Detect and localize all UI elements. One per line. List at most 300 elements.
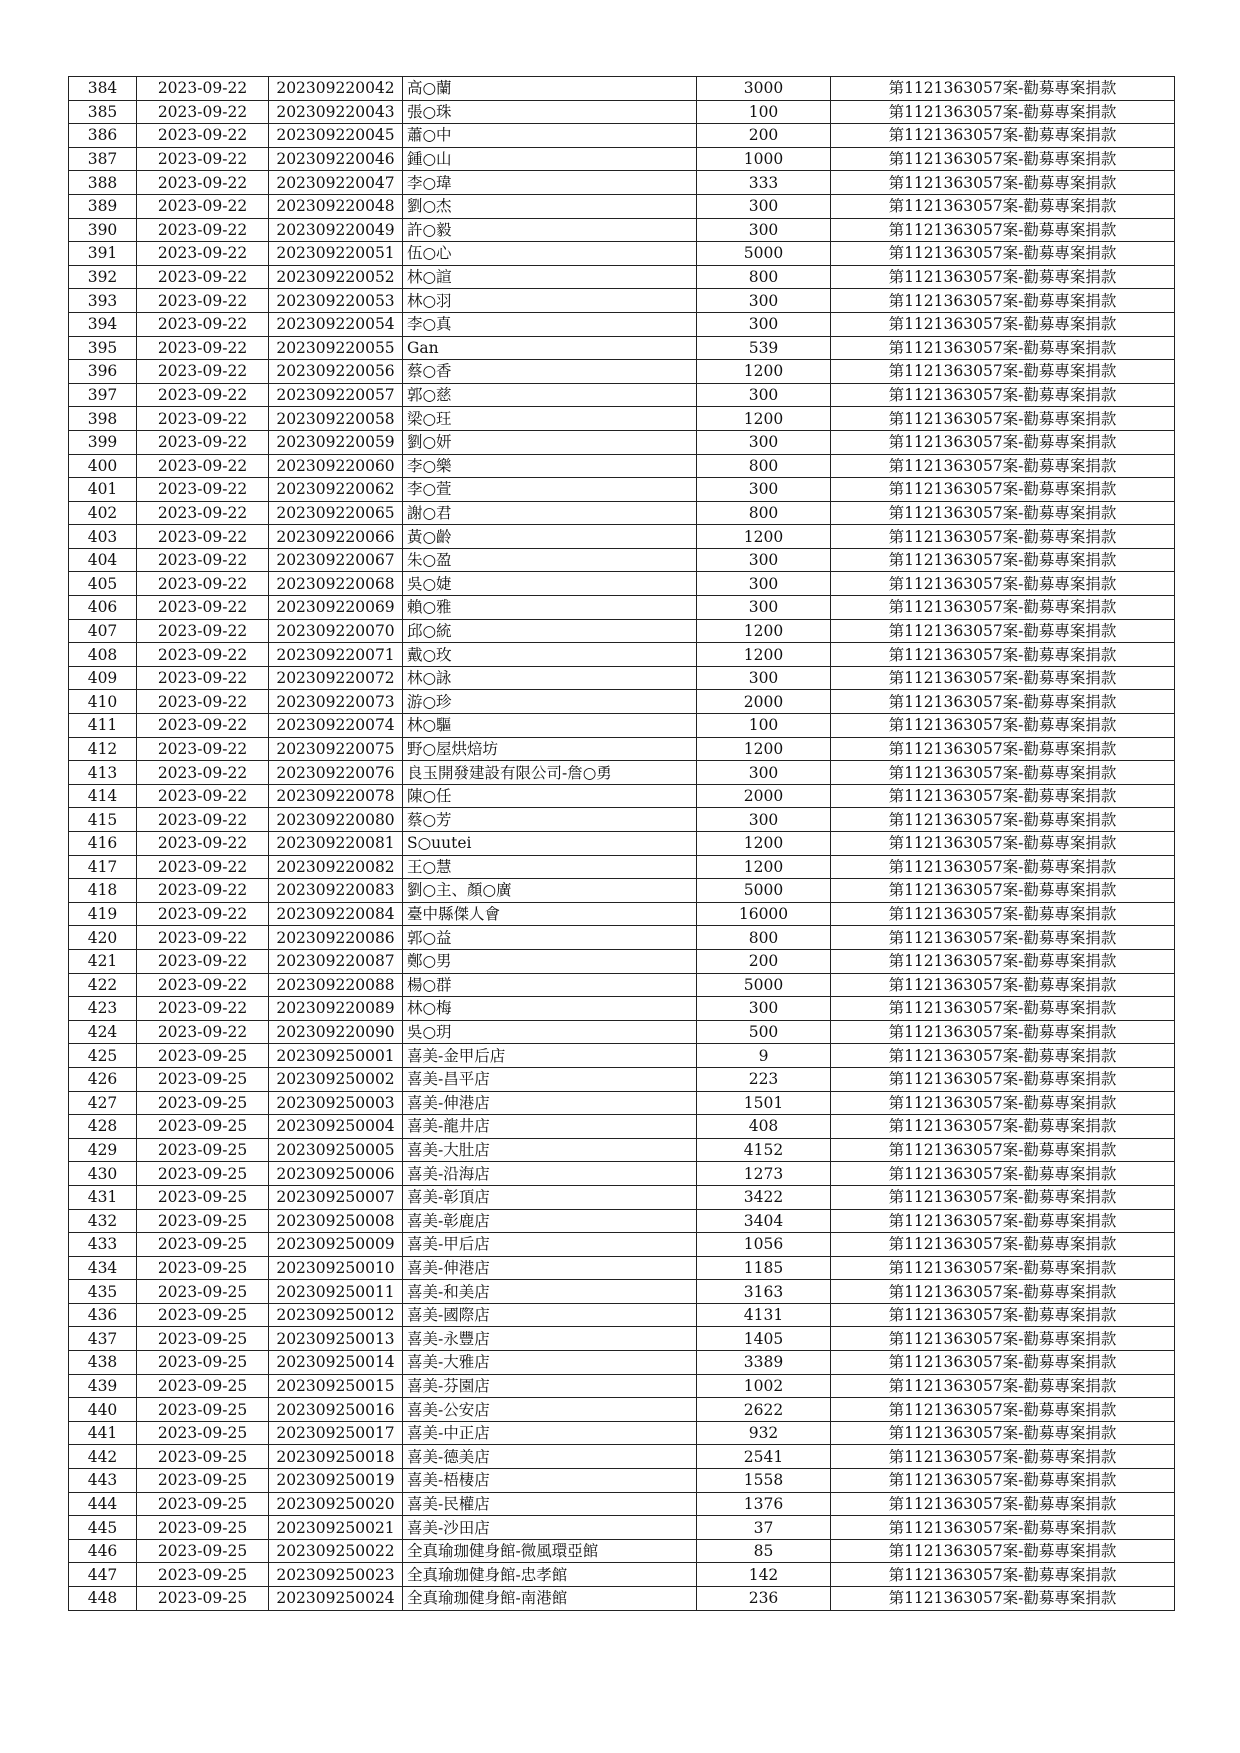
donation-date: 2023-09-22 <box>137 242 269 266</box>
receipt-number: 202309250018 <box>269 1445 403 1469</box>
table-row <box>69 879 1175 903</box>
donation-purpose: 第1121363057案-勸募專案捐款 <box>831 784 1175 808</box>
donor-name: 劉○主、顏○廣 <box>403 879 697 903</box>
receipt-number: 202309220070 <box>269 619 403 643</box>
receipt-number: 202309250001 <box>269 1044 403 1068</box>
donation-amount: 1200 <box>697 360 831 384</box>
receipt-number: 202309220060 <box>269 454 403 478</box>
row-number: 405 <box>69 572 137 596</box>
donor-name: 邱○統 <box>403 619 697 643</box>
donation-purpose: 第1121363057案-勸募專案捐款 <box>831 77 1175 101</box>
table-row <box>69 1421 1175 1445</box>
table-row <box>69 643 1175 667</box>
donation-amount: 800 <box>697 926 831 950</box>
donation-date: 2023-09-25 <box>137 1138 269 1162</box>
donation-date: 2023-09-22 <box>137 430 269 454</box>
row-number: 427 <box>69 1091 137 1115</box>
donation-purpose: 第1121363057案-勸募專案捐款 <box>831 643 1175 667</box>
donation-date: 2023-09-25 <box>137 1256 269 1280</box>
table-row <box>69 973 1175 997</box>
donation-purpose: 第1121363057案-勸募專案捐款 <box>831 1020 1175 1044</box>
donor-name: 喜美-公安店 <box>403 1398 697 1422</box>
donor-name: 蕭○中 <box>403 124 697 148</box>
row-number: 403 <box>69 525 137 549</box>
table-row <box>69 336 1175 360</box>
donation-date: 2023-09-22 <box>137 383 269 407</box>
receipt-number: 202309250019 <box>269 1469 403 1493</box>
donor-name: 郭○慈 <box>403 383 697 407</box>
receipt-number: 202309250014 <box>269 1351 403 1375</box>
receipt-number: 202309220069 <box>269 596 403 620</box>
donor-name: 全真瑜珈健身館-微風環亞館 <box>403 1539 697 1563</box>
table-row <box>69 666 1175 690</box>
donor-name: 鄭○男 <box>403 949 697 973</box>
receipt-number: 202309250024 <box>269 1587 403 1611</box>
donation-date: 2023-09-22 <box>137 360 269 384</box>
donation-amount: 9 <box>697 1044 831 1068</box>
row-number: 394 <box>69 312 137 336</box>
row-number: 408 <box>69 643 137 667</box>
donation-amount: 300 <box>697 383 831 407</box>
receipt-number: 202309220048 <box>269 194 403 218</box>
table-row <box>69 1303 1175 1327</box>
donation-date: 2023-09-22 <box>137 124 269 148</box>
donor-name: 王○慧 <box>403 855 697 879</box>
donation-purpose: 第1121363057案-勸募專案捐款 <box>831 1398 1175 1422</box>
table-row <box>69 1185 1175 1209</box>
donation-purpose: 第1121363057案-勸募專案捐款 <box>831 902 1175 926</box>
table-row <box>69 454 1175 478</box>
donation-date: 2023-09-25 <box>137 1539 269 1563</box>
donor-name: 喜美-伸港店 <box>403 1256 697 1280</box>
donation-date: 2023-09-22 <box>137 407 269 431</box>
receipt-number: 202309220042 <box>269 77 403 101</box>
table-row <box>69 1492 1175 1516</box>
donation-amount: 300 <box>697 997 831 1021</box>
donation-amount: 5000 <box>697 242 831 266</box>
receipt-number: 202309220051 <box>269 242 403 266</box>
donation-date: 2023-09-25 <box>137 1327 269 1351</box>
donation-amount: 1056 <box>697 1233 831 1257</box>
donation-amount: 3389 <box>697 1351 831 1375</box>
receipt-number: 202309220057 <box>269 383 403 407</box>
donor-name: 喜美-伸港店 <box>403 1091 697 1115</box>
donation-date: 2023-09-25 <box>137 1280 269 1304</box>
donation-amount: 1200 <box>697 407 831 431</box>
donation-purpose: 第1121363057案-勸募專案捐款 <box>831 1233 1175 1257</box>
receipt-number: 202309250015 <box>269 1374 403 1398</box>
donation-purpose: 第1121363057案-勸募專案捐款 <box>831 808 1175 832</box>
donation-date: 2023-09-22 <box>137 926 269 950</box>
receipt-number: 202309220080 <box>269 808 403 832</box>
row-number: 411 <box>69 714 137 738</box>
table-row <box>69 407 1175 431</box>
table-row <box>69 1516 1175 1540</box>
table-row <box>69 1044 1175 1068</box>
receipt-number: 202309250021 <box>269 1516 403 1540</box>
donation-purpose: 第1121363057案-勸募專案捐款 <box>831 1445 1175 1469</box>
receipt-number: 202309220049 <box>269 218 403 242</box>
row-number: 429 <box>69 1138 137 1162</box>
donation-purpose: 第1121363057案-勸募專案捐款 <box>831 242 1175 266</box>
receipt-number: 202309220056 <box>269 360 403 384</box>
table-row <box>69 1091 1175 1115</box>
table-row <box>69 832 1175 856</box>
row-number: 448 <box>69 1587 137 1611</box>
table-row <box>69 265 1175 289</box>
donation-date: 2023-09-25 <box>137 1233 269 1257</box>
table-row <box>69 1445 1175 1469</box>
donor-name: 李○真 <box>403 312 697 336</box>
donation-purpose: 第1121363057案-勸募專案捐款 <box>831 666 1175 690</box>
donation-amount: 800 <box>697 454 831 478</box>
donation-amount: 932 <box>697 1421 831 1445</box>
donation-date: 2023-09-22 <box>137 596 269 620</box>
donation-date: 2023-09-22 <box>137 548 269 572</box>
donation-date: 2023-09-22 <box>137 572 269 596</box>
donation-date: 2023-09-25 <box>137 1469 269 1493</box>
table-row <box>69 548 1175 572</box>
donation-date: 2023-09-25 <box>137 1351 269 1375</box>
donor-name: 喜美-民權店 <box>403 1492 697 1516</box>
donor-name: 李○樂 <box>403 454 697 478</box>
row-number: 395 <box>69 336 137 360</box>
receipt-number: 202309250008 <box>269 1209 403 1233</box>
row-number: 428 <box>69 1115 137 1139</box>
donor-name: 陳○任 <box>403 784 697 808</box>
donation-purpose: 第1121363057案-勸募專案捐款 <box>831 1138 1175 1162</box>
row-number: 436 <box>69 1303 137 1327</box>
row-number: 442 <box>69 1445 137 1469</box>
donor-name: Gan <box>403 336 697 360</box>
donation-purpose: 第1121363057案-勸募專案捐款 <box>831 926 1175 950</box>
donation-date: 2023-09-25 <box>137 1492 269 1516</box>
receipt-number: 202309220076 <box>269 761 403 785</box>
donation-purpose: 第1121363057案-勸募專案捐款 <box>831 124 1175 148</box>
donation-purpose: 第1121363057案-勸募專案捐款 <box>831 383 1175 407</box>
donor-name: 林○諠 <box>403 265 697 289</box>
receipt-number: 202309250010 <box>269 1256 403 1280</box>
receipt-number: 202309220075 <box>269 737 403 761</box>
donation-date: 2023-09-22 <box>137 336 269 360</box>
table-row <box>69 714 1175 738</box>
donation-amount: 1200 <box>697 619 831 643</box>
donor-name: 高○蘭 <box>403 77 697 101</box>
donation-date: 2023-09-25 <box>137 1115 269 1139</box>
donation-purpose: 第1121363057案-勸募專案捐款 <box>831 525 1175 549</box>
donation-date: 2023-09-22 <box>137 171 269 195</box>
donation-amount: 16000 <box>697 902 831 926</box>
donor-name: 喜美-沙田店 <box>403 1516 697 1540</box>
donation-date: 2023-09-25 <box>137 1209 269 1233</box>
donation-purpose: 第1121363057案-勸募專案捐款 <box>831 761 1175 785</box>
row-number: 445 <box>69 1516 137 1540</box>
row-number: 440 <box>69 1398 137 1422</box>
donor-name: 喜美-彰頂店 <box>403 1185 697 1209</box>
receipt-number: 202309250004 <box>269 1115 403 1139</box>
row-number: 418 <box>69 879 137 903</box>
donation-date: 2023-09-22 <box>137 1020 269 1044</box>
table-row <box>69 1233 1175 1257</box>
donation-purpose: 第1121363057案-勸募專案捐款 <box>831 548 1175 572</box>
donation-date: 2023-09-25 <box>137 1185 269 1209</box>
donation-purpose: 第1121363057案-勸募專案捐款 <box>831 360 1175 384</box>
donor-name: S○uutei <box>403 832 697 856</box>
row-number: 390 <box>69 218 137 242</box>
donation-purpose: 第1121363057案-勸募專案捐款 <box>831 1492 1175 1516</box>
row-number: 386 <box>69 124 137 148</box>
donation-date: 2023-09-22 <box>137 784 269 808</box>
donation-purpose: 第1121363057案-勸募專案捐款 <box>831 714 1175 738</box>
row-number: 400 <box>69 454 137 478</box>
donor-name: 吳○婕 <box>403 572 697 596</box>
table-row <box>69 525 1175 549</box>
donation-date: 2023-09-22 <box>137 265 269 289</box>
receipt-number: 202309220052 <box>269 265 403 289</box>
donation-purpose: 第1121363057案-勸募專案捐款 <box>831 1351 1175 1375</box>
donation-purpose: 第1121363057案-勸募專案捐款 <box>831 737 1175 761</box>
donor-name: 張○珠 <box>403 100 697 124</box>
donation-amount: 300 <box>697 808 831 832</box>
row-number: 417 <box>69 855 137 879</box>
donation-amount: 85 <box>697 1539 831 1563</box>
donation-date: 2023-09-22 <box>137 501 269 525</box>
row-number: 423 <box>69 997 137 1021</box>
row-number: 402 <box>69 501 137 525</box>
row-number: 434 <box>69 1256 137 1280</box>
table-row <box>69 1280 1175 1304</box>
donation-amount: 300 <box>697 548 831 572</box>
donor-name: 蔡○芳 <box>403 808 697 832</box>
receipt-number: 202309220067 <box>269 548 403 572</box>
donor-name: 楊○群 <box>403 973 697 997</box>
table-row <box>69 1256 1175 1280</box>
donation-purpose: 第1121363057案-勸募專案捐款 <box>831 690 1175 714</box>
donation-date: 2023-09-25 <box>137 1067 269 1091</box>
donor-name: 喜美-昌平店 <box>403 1067 697 1091</box>
table-row <box>69 761 1175 785</box>
table-row <box>69 171 1175 195</box>
receipt-number: 202309220045 <box>269 124 403 148</box>
row-number: 441 <box>69 1421 137 1445</box>
donation-purpose: 第1121363057案-勸募專案捐款 <box>831 855 1175 879</box>
donor-name: 吳○玥 <box>403 1020 697 1044</box>
donation-amount: 300 <box>697 478 831 502</box>
row-number: 431 <box>69 1185 137 1209</box>
donation-amount: 4152 <box>697 1138 831 1162</box>
donor-name: 喜美-德美店 <box>403 1445 697 1469</box>
row-number: 387 <box>69 147 137 171</box>
donation-amount: 1200 <box>697 832 831 856</box>
donation-amount: 3422 <box>697 1185 831 1209</box>
donor-name: 游○珍 <box>403 690 697 714</box>
donation-amount: 1000 <box>697 147 831 171</box>
donor-name: 喜美-國際店 <box>403 1303 697 1327</box>
donation-purpose: 第1121363057案-勸募專案捐款 <box>831 1185 1175 1209</box>
donor-name: 全真瑜珈健身館-忠孝館 <box>403 1563 697 1587</box>
receipt-number: 202309220083 <box>269 879 403 903</box>
row-number: 419 <box>69 902 137 926</box>
donation-amount: 100 <box>697 100 831 124</box>
table-row <box>69 242 1175 266</box>
donation-date: 2023-09-22 <box>137 761 269 785</box>
donor-name: 喜美-彰鹿店 <box>403 1209 697 1233</box>
donation-date: 2023-09-25 <box>137 1162 269 1186</box>
donor-name: 喜美-甲后店 <box>403 1233 697 1257</box>
donation-amount: 2000 <box>697 690 831 714</box>
donation-amount: 408 <box>697 1115 831 1139</box>
donation-amount: 2622 <box>697 1398 831 1422</box>
table-row <box>69 430 1175 454</box>
donation-amount: 500 <box>697 1020 831 1044</box>
donor-name: 郭○益 <box>403 926 697 950</box>
donation-table-body <box>69 77 1175 1611</box>
row-number: 392 <box>69 265 137 289</box>
donation-amount: 1185 <box>697 1256 831 1280</box>
table-row <box>69 124 1175 148</box>
donation-purpose: 第1121363057案-勸募專案捐款 <box>831 1516 1175 1540</box>
table-row <box>69 1469 1175 1493</box>
row-number: 410 <box>69 690 137 714</box>
row-number: 409 <box>69 666 137 690</box>
donation-date: 2023-09-22 <box>137 312 269 336</box>
row-number: 438 <box>69 1351 137 1375</box>
donation-amount: 1200 <box>697 737 831 761</box>
receipt-number: 202309220074 <box>269 714 403 738</box>
donation-amount: 5000 <box>697 973 831 997</box>
receipt-number: 202309250020 <box>269 1492 403 1516</box>
donation-purpose: 第1121363057案-勸募專案捐款 <box>831 171 1175 195</box>
donation-amount: 2541 <box>697 1445 831 1469</box>
row-number: 439 <box>69 1374 137 1398</box>
donation-date: 2023-09-22 <box>137 808 269 832</box>
donor-name: 喜美-永豐店 <box>403 1327 697 1351</box>
receipt-number: 202309250012 <box>269 1303 403 1327</box>
donation-date: 2023-09-22 <box>137 879 269 903</box>
receipt-number: 202309220087 <box>269 949 403 973</box>
donation-amount: 3163 <box>697 1280 831 1304</box>
receipt-number: 202309250017 <box>269 1421 403 1445</box>
receipt-number: 202309250007 <box>269 1185 403 1209</box>
donation-date: 2023-09-22 <box>137 100 269 124</box>
donation-amount: 200 <box>697 124 831 148</box>
donation-amount: 100 <box>697 714 831 738</box>
table-row <box>69 926 1175 950</box>
donation-purpose: 第1121363057案-勸募專案捐款 <box>831 879 1175 903</box>
donation-purpose: 第1121363057案-勸募專案捐款 <box>831 147 1175 171</box>
donation-amount: 2000 <box>697 784 831 808</box>
table-row <box>69 1209 1175 1233</box>
donation-amount: 800 <box>697 501 831 525</box>
donation-purpose: 第1121363057案-勸募專案捐款 <box>831 1115 1175 1139</box>
receipt-number: 202309220090 <box>269 1020 403 1044</box>
donation-purpose: 第1121363057案-勸募專案捐款 <box>831 619 1175 643</box>
table-row <box>69 1327 1175 1351</box>
donation-purpose: 第1121363057案-勸募專案捐款 <box>831 1374 1175 1398</box>
donation-purpose: 第1121363057案-勸募專案捐款 <box>831 501 1175 525</box>
table-row <box>69 1374 1175 1398</box>
donation-amount: 200 <box>697 949 831 973</box>
table-row <box>69 218 1175 242</box>
donation-amount: 1002 <box>697 1374 831 1398</box>
receipt-number: 202309250013 <box>269 1327 403 1351</box>
row-number: 432 <box>69 1209 137 1233</box>
receipt-number: 202309250009 <box>269 1233 403 1257</box>
donation-date: 2023-09-22 <box>137 690 269 714</box>
donation-purpose: 第1121363057案-勸募專案捐款 <box>831 478 1175 502</box>
table-row <box>69 949 1175 973</box>
donation-table <box>68 76 1175 1611</box>
donation-date: 2023-09-22 <box>137 737 269 761</box>
donation-amount: 300 <box>697 666 831 690</box>
table-row <box>69 784 1175 808</box>
donor-name: 林○詠 <box>403 666 697 690</box>
donation-purpose: 第1121363057案-勸募專案捐款 <box>831 1421 1175 1445</box>
table-row <box>69 1067 1175 1091</box>
donor-name: 臺中縣傑人會 <box>403 902 697 926</box>
donation-date: 2023-09-25 <box>137 1563 269 1587</box>
table-row <box>69 808 1175 832</box>
receipt-number: 202309220078 <box>269 784 403 808</box>
table-row <box>69 1351 1175 1375</box>
table-row <box>69 997 1175 1021</box>
row-number: 398 <box>69 407 137 431</box>
receipt-number: 202309220055 <box>269 336 403 360</box>
row-number: 397 <box>69 383 137 407</box>
donor-name: 喜美-沿海店 <box>403 1162 697 1186</box>
donation-purpose: 第1121363057案-勸募專案捐款 <box>831 1091 1175 1115</box>
donation-amount: 333 <box>697 171 831 195</box>
donation-amount: 300 <box>697 218 831 242</box>
donation-amount: 1200 <box>697 525 831 549</box>
donation-amount: 300 <box>697 430 831 454</box>
table-row <box>69 194 1175 218</box>
donation-date: 2023-09-22 <box>137 714 269 738</box>
donation-date: 2023-09-25 <box>137 1516 269 1540</box>
receipt-number: 202309220086 <box>269 926 403 950</box>
donor-name: 李○萱 <box>403 478 697 502</box>
donation-amount: 300 <box>697 572 831 596</box>
table-row <box>69 360 1175 384</box>
donation-date: 2023-09-25 <box>137 1303 269 1327</box>
donation-date: 2023-09-25 <box>137 1091 269 1115</box>
row-number: 416 <box>69 832 137 856</box>
receipt-number: 202309220054 <box>269 312 403 336</box>
donation-purpose: 第1121363057案-勸募專案捐款 <box>831 1327 1175 1351</box>
donation-date: 2023-09-22 <box>137 949 269 973</box>
table-row <box>69 737 1175 761</box>
table-row <box>69 100 1175 124</box>
receipt-number: 202309220058 <box>269 407 403 431</box>
donation-purpose: 第1121363057案-勸募專案捐款 <box>831 1209 1175 1233</box>
table-row <box>69 1587 1175 1611</box>
donation-date: 2023-09-25 <box>137 1044 269 1068</box>
donation-amount: 3000 <box>697 77 831 101</box>
donation-amount: 4131 <box>697 1303 831 1327</box>
donation-date: 2023-09-22 <box>137 902 269 926</box>
donation-purpose: 第1121363057案-勸募專案捐款 <box>831 1067 1175 1091</box>
row-number: 407 <box>69 619 137 643</box>
receipt-number: 202309220053 <box>269 289 403 313</box>
donation-date: 2023-09-22 <box>137 194 269 218</box>
donor-name: 黃○齡 <box>403 525 697 549</box>
receipt-number: 202309220068 <box>269 572 403 596</box>
receipt-number: 202309250011 <box>269 1280 403 1304</box>
donation-purpose: 第1121363057案-勸募專案捐款 <box>831 949 1175 973</box>
donation-date: 2023-09-25 <box>137 1421 269 1445</box>
receipt-number: 202309250002 <box>269 1067 403 1091</box>
table-row <box>69 1162 1175 1186</box>
